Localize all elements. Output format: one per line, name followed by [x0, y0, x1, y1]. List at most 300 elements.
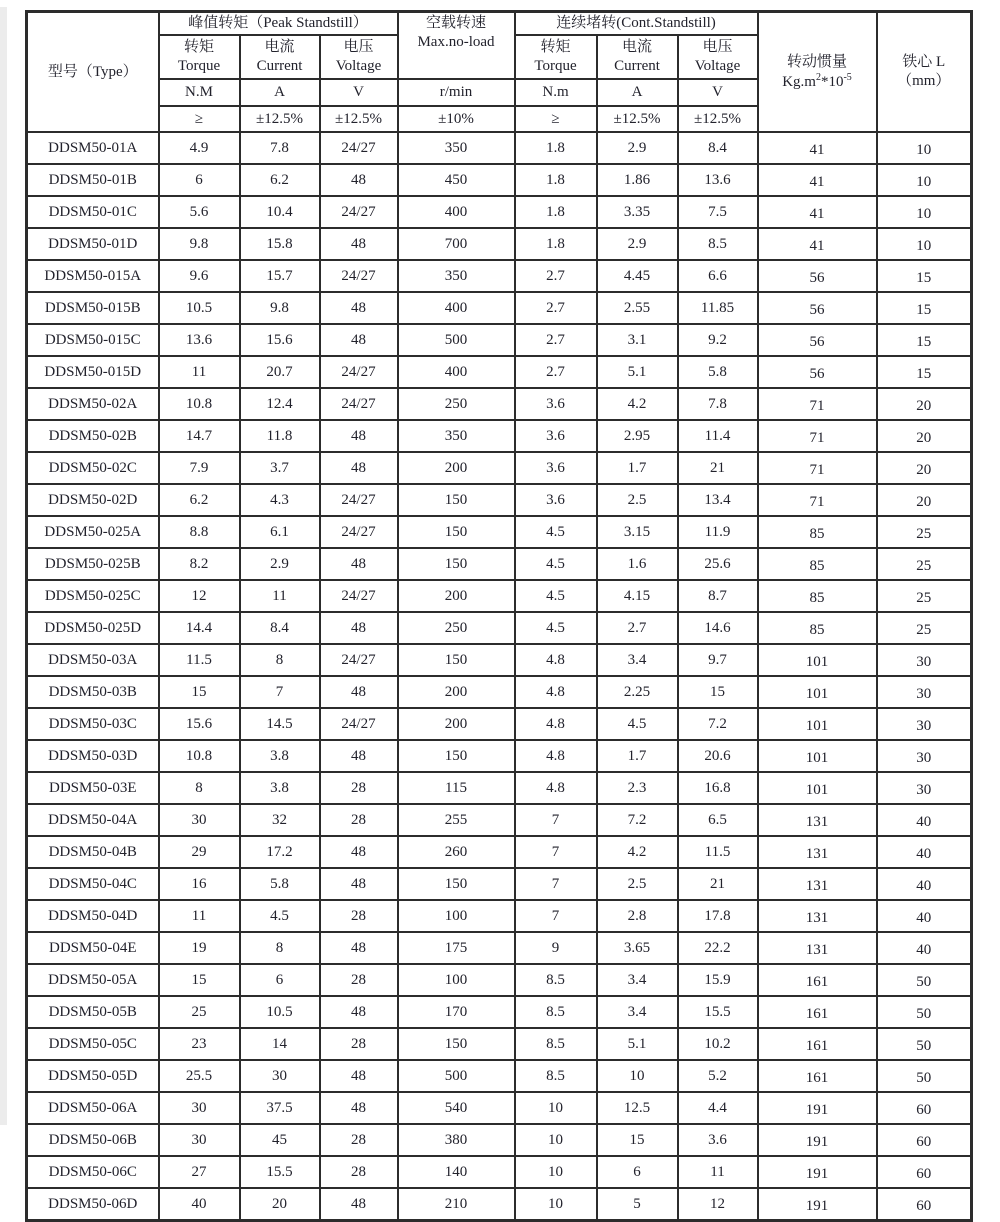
cell-cont-current: 4.2	[597, 836, 678, 868]
cell-peak-torque: 30	[159, 1124, 240, 1156]
cell-cont-current: 4.15	[597, 580, 678, 612]
cell-inertia: 191	[758, 1092, 877, 1124]
cell-peak-voltage: 24/27	[320, 580, 398, 612]
cell-peak-torque: 40	[159, 1188, 240, 1221]
cell-peak-voltage: 28	[320, 1124, 398, 1156]
cell-core-length: 40	[877, 932, 972, 964]
cell-noload-speed: 200	[398, 708, 515, 740]
cell-peak-torque: 9.8	[159, 228, 240, 260]
cell-inertia: 56	[758, 260, 877, 292]
cell-peak-current: 6.1	[240, 516, 320, 548]
cell-type: DDSM50-05C	[27, 1028, 159, 1060]
cell-cont-torque: 7	[515, 900, 597, 932]
table-row	[27, 740, 972, 772]
cell-noload-speed: 150	[398, 516, 515, 548]
cell-core-length: 40	[877, 836, 972, 868]
cell-cont-voltage: 8.4	[678, 132, 758, 164]
cell-cont-voltage: 5.2	[678, 1060, 758, 1092]
table-row	[27, 900, 972, 932]
cell-type: DDSM50-02D	[27, 484, 159, 516]
table-row	[27, 1060, 972, 1092]
cell-noload-speed: 140	[398, 1156, 515, 1188]
cell-cont-current: 3.15	[597, 516, 678, 548]
cell-type: DDSM50-04C	[27, 868, 159, 900]
cell-peak-current: 37.5	[240, 1092, 320, 1124]
cell-core-length: 50	[877, 996, 972, 1028]
cell-core-length: 20	[877, 420, 972, 452]
cell-type: DDSM50-02B	[27, 420, 159, 452]
header-core	[877, 12, 972, 133]
cell-peak-current: 4.5	[240, 900, 320, 932]
tolerance-noload: ±10%	[398, 106, 515, 132]
header-cont-torque: 转矩 Torque	[515, 35, 597, 79]
cell-type: DDSM50-03A	[27, 644, 159, 676]
cell-cont-voltage: 25.6	[678, 548, 758, 580]
cell-peak-current: 5.8	[240, 868, 320, 900]
cell-peak-voltage: 24/27	[320, 388, 398, 420]
cell-inertia: 131	[758, 932, 877, 964]
cell-peak-current: 15.8	[240, 228, 320, 260]
cell-peak-torque: 11	[159, 900, 240, 932]
cell-cont-current: 12.5	[597, 1092, 678, 1124]
cell-cont-torque: 3.6	[515, 484, 597, 516]
cell-core-length: 40	[877, 900, 972, 932]
cell-inertia: 85	[758, 580, 877, 612]
cell-type: DDSM50-05B	[27, 996, 159, 1028]
cell-inertia: 161	[758, 964, 877, 996]
cell-peak-torque: 13.6	[159, 324, 240, 356]
cell-cont-current: 1.7	[597, 452, 678, 484]
cell-cont-current: 2.9	[597, 132, 678, 164]
cell-noload-speed: 150	[398, 644, 515, 676]
cell-core-length: 25	[877, 612, 972, 644]
cell-inertia: 56	[758, 292, 877, 324]
cell-peak-torque: 25.5	[159, 1060, 240, 1092]
cell-type: DDSM50-01D	[27, 228, 159, 260]
cell-cont-torque: 3.6	[515, 388, 597, 420]
cell-peak-voltage: 48	[320, 932, 398, 964]
cell-peak-torque: 15	[159, 964, 240, 996]
cell-noload-speed: 255	[398, 804, 515, 836]
cell-cont-voltage: 17.8	[678, 900, 758, 932]
cell-peak-torque: 23	[159, 1028, 240, 1060]
cell-cont-voltage: 15	[678, 676, 758, 708]
cell-inertia: 101	[758, 644, 877, 676]
cell-cont-torque: 10	[515, 1092, 597, 1124]
cell-cont-voltage: 6.6	[678, 260, 758, 292]
unit-peak-voltage: V	[320, 79, 398, 106]
tolerance-cont-voltage: ±12.5%	[678, 106, 758, 132]
table-row	[27, 420, 972, 452]
cell-peak-voltage: 24/27	[320, 260, 398, 292]
cell-inertia: 85	[758, 612, 877, 644]
cell-peak-voltage: 48	[320, 612, 398, 644]
cell-inertia: 41	[758, 196, 877, 228]
cell-noload-speed: 250	[398, 388, 515, 420]
cell-cont-voltage: 6.5	[678, 804, 758, 836]
cell-inertia: 161	[758, 1060, 877, 1092]
cell-cont-torque: 4.8	[515, 772, 597, 804]
header-core-unit: （mm）	[897, 73, 951, 89]
table-row	[27, 452, 972, 484]
header-inertia	[758, 12, 877, 133]
cell-peak-voltage: 28	[320, 772, 398, 804]
cell-inertia: 85	[758, 548, 877, 580]
header-core-cn: 铁心 L	[902, 54, 946, 71]
cell-cont-torque: 4.5	[515, 580, 597, 612]
cell-peak-torque: 30	[159, 804, 240, 836]
cell-peak-current: 20	[240, 1188, 320, 1221]
cell-type: DDSM50-02C	[27, 452, 159, 484]
cell-cont-current: 1.6	[597, 548, 678, 580]
header-cont-voltage: 电压 Voltage	[678, 35, 758, 79]
cell-type: DDSM50-04D	[27, 900, 159, 932]
cell-peak-current: 3.8	[240, 772, 320, 804]
cell-type: DDSM50-01C	[27, 196, 159, 228]
cell-cont-torque: 8.5	[515, 1028, 597, 1060]
cell-noload-speed: 170	[398, 996, 515, 1028]
table-row	[27, 356, 972, 388]
table-row	[27, 580, 972, 612]
cell-cont-voltage: 21	[678, 868, 758, 900]
cell-cont-current: 3.1	[597, 324, 678, 356]
cell-noload-speed: 100	[398, 964, 515, 996]
table-row	[27, 164, 972, 196]
table-row	[27, 612, 972, 644]
cell-noload-speed: 200	[398, 452, 515, 484]
cell-core-length: 15	[877, 260, 972, 292]
table-row	[27, 804, 972, 836]
cell-cont-torque: 8.5	[515, 996, 597, 1028]
cell-cont-current: 3.4	[597, 964, 678, 996]
cell-peak-torque: 8.8	[159, 516, 240, 548]
table-row	[27, 1092, 972, 1124]
cell-peak-voltage: 24/27	[320, 644, 398, 676]
cell-type: DDSM50-06B	[27, 1124, 159, 1156]
cell-core-length: 60	[877, 1156, 972, 1188]
cell-inertia: 161	[758, 996, 877, 1028]
header-cont-current: 电流 Current	[597, 35, 678, 79]
cell-cont-current: 3.35	[597, 196, 678, 228]
cell-inertia: 131	[758, 836, 877, 868]
cell-inertia: 101	[758, 740, 877, 772]
cell-type: DDSM50-05D	[27, 1060, 159, 1092]
cell-inertia: 71	[758, 484, 877, 516]
cell-core-length: 30	[877, 644, 972, 676]
cell-cont-voltage: 13.6	[678, 164, 758, 196]
cell-core-length: 30	[877, 740, 972, 772]
cell-type: DDSM50-03B	[27, 676, 159, 708]
cell-peak-torque: 10.8	[159, 388, 240, 420]
cell-cont-torque: 1.8	[515, 196, 597, 228]
cell-cont-torque: 7	[515, 836, 597, 868]
cell-noload-speed: 500	[398, 1060, 515, 1092]
cell-peak-current: 11.8	[240, 420, 320, 452]
cell-peak-torque: 16	[159, 868, 240, 900]
cell-core-length: 15	[877, 356, 972, 388]
cell-core-length: 25	[877, 516, 972, 548]
cell-core-length: 20	[877, 388, 972, 420]
cell-cont-current: 3.4	[597, 644, 678, 676]
cell-peak-torque: 6	[159, 164, 240, 196]
cell-cont-voltage: 7.2	[678, 708, 758, 740]
cell-peak-current: 4.3	[240, 484, 320, 516]
table-row	[27, 1188, 972, 1221]
cell-peak-voltage: 48	[320, 836, 398, 868]
cell-core-length: 60	[877, 1188, 972, 1221]
cell-peak-torque: 5.6	[159, 196, 240, 228]
cell-peak-voltage: 48	[320, 868, 398, 900]
cell-inertia: 131	[758, 804, 877, 836]
cell-type: DDSM50-04B	[27, 836, 159, 868]
cell-peak-voltage: 48	[320, 452, 398, 484]
cell-noload-speed: 400	[398, 356, 515, 388]
cell-noload-speed: 200	[398, 676, 515, 708]
cell-peak-voltage: 48	[320, 228, 398, 260]
header-type: 型号（Type）	[27, 12, 159, 133]
table-row	[27, 484, 972, 516]
header-noload-en: Max.no-load	[417, 33, 495, 50]
cell-cont-current: 6	[597, 1156, 678, 1188]
cell-inertia: 85	[758, 516, 877, 548]
cell-peak-torque: 25	[159, 996, 240, 1028]
cell-core-length: 60	[877, 1092, 972, 1124]
cell-peak-torque: 10.8	[159, 740, 240, 772]
cell-cont-voltage: 12	[678, 1188, 758, 1221]
cell-core-length: 30	[877, 708, 972, 740]
cell-cont-voltage: 22.2	[678, 932, 758, 964]
cell-cont-torque: 10	[515, 1124, 597, 1156]
cell-cont-torque: 2.7	[515, 356, 597, 388]
cell-peak-current: 32	[240, 804, 320, 836]
cell-cont-current: 2.5	[597, 484, 678, 516]
cell-noload-speed: 380	[398, 1124, 515, 1156]
cell-inertia: 56	[758, 324, 877, 356]
cell-noload-speed: 150	[398, 740, 515, 772]
table-row	[27, 260, 972, 292]
cell-type: DDSM50-06C	[27, 1156, 159, 1188]
header-peak-torque: 转矩 Torque	[159, 35, 240, 79]
cell-cont-voltage: 13.4	[678, 484, 758, 516]
cell-core-length: 40	[877, 804, 972, 836]
table-row	[27, 388, 972, 420]
cell-cont-current: 4.5	[597, 708, 678, 740]
cell-core-length: 25	[877, 548, 972, 580]
cell-type: DDSM50-03C	[27, 708, 159, 740]
header-peak-group: 峰值转矩（Peak Standstill）	[159, 12, 398, 36]
cell-core-length: 50	[877, 1028, 972, 1060]
cell-core-length: 10	[877, 196, 972, 228]
table-row	[27, 836, 972, 868]
cell-noload-speed: 700	[398, 228, 515, 260]
cell-peak-current: 7	[240, 676, 320, 708]
cell-cont-current: 1.7	[597, 740, 678, 772]
cell-peak-voltage: 48	[320, 676, 398, 708]
cell-cont-voltage: 14.6	[678, 612, 758, 644]
cell-cont-torque: 4.8	[515, 740, 597, 772]
cell-type: DDSM50-04E	[27, 932, 159, 964]
cell-noload-speed: 200	[398, 580, 515, 612]
cell-peak-torque: 8	[159, 772, 240, 804]
cell-inertia: 161	[758, 1028, 877, 1060]
cell-peak-torque: 30	[159, 1092, 240, 1124]
cell-peak-torque: 7.9	[159, 452, 240, 484]
cell-core-length: 20	[877, 484, 972, 516]
cell-cont-voltage: 15.9	[678, 964, 758, 996]
cell-peak-current: 15.5	[240, 1156, 320, 1188]
cell-inertia: 101	[758, 772, 877, 804]
cell-noload-speed: 400	[398, 196, 515, 228]
cell-inertia: 71	[758, 452, 877, 484]
cell-type: DDSM50-025A	[27, 516, 159, 548]
cell-peak-current: 45	[240, 1124, 320, 1156]
cell-peak-torque: 19	[159, 932, 240, 964]
cell-cont-torque: 4.8	[515, 644, 597, 676]
cell-type: DDSM50-015D	[27, 356, 159, 388]
cell-cont-voltage: 16.8	[678, 772, 758, 804]
table-row	[27, 1124, 972, 1156]
cell-peak-voltage: 48	[320, 548, 398, 580]
cell-peak-torque: 9.6	[159, 260, 240, 292]
header-inertia-unit: $Kg.m^2*10^{-5}$	[782, 71, 852, 90]
cell-inertia: 101	[758, 676, 877, 708]
cell-type: DDSM50-04A	[27, 804, 159, 836]
cell-core-length: 30	[877, 772, 972, 804]
cell-cont-voltage: 4.4	[678, 1092, 758, 1124]
cell-peak-voltage: 48	[320, 292, 398, 324]
cell-peak-voltage: 28	[320, 1028, 398, 1060]
cell-inertia: 131	[758, 868, 877, 900]
cell-cont-torque: 4.8	[515, 708, 597, 740]
cell-cont-voltage: 11.85	[678, 292, 758, 324]
cell-cont-voltage: 11.5	[678, 836, 758, 868]
cell-cont-voltage: 11.9	[678, 516, 758, 548]
cell-type: DDSM50-03E	[27, 772, 159, 804]
cell-cont-torque: 4.5	[515, 548, 597, 580]
cell-cont-torque: 1.8	[515, 132, 597, 164]
cell-noload-speed: 150	[398, 484, 515, 516]
cell-core-length: 10	[877, 164, 972, 196]
cell-peak-current: 14.5	[240, 708, 320, 740]
cell-noload-speed: 350	[398, 132, 515, 164]
cell-peak-voltage: 48	[320, 740, 398, 772]
table-row	[27, 996, 972, 1028]
cell-peak-voltage: 24/27	[320, 132, 398, 164]
unit-cont-voltage: V	[678, 79, 758, 106]
cell-cont-current: 7.2	[597, 804, 678, 836]
table-row	[27, 228, 972, 260]
cell-peak-voltage: 28	[320, 804, 398, 836]
cell-cont-torque: 3.6	[515, 420, 597, 452]
cell-peak-voltage: 28	[320, 964, 398, 996]
cell-peak-torque: 11.5	[159, 644, 240, 676]
cell-cont-current: 2.55	[597, 292, 678, 324]
cell-peak-voltage: 24/27	[320, 708, 398, 740]
cell-inertia: 41	[758, 164, 877, 196]
cell-cont-voltage: 21	[678, 452, 758, 484]
cell-core-length: 10	[877, 132, 972, 164]
unit-peak-current: A	[240, 79, 320, 106]
tolerance-peak-current: ±12.5%	[240, 106, 320, 132]
cell-noload-speed: 150	[398, 548, 515, 580]
cell-peak-current: 15.6	[240, 324, 320, 356]
cell-cont-current: 2.25	[597, 676, 678, 708]
table-row	[27, 932, 972, 964]
cell-noload-speed: 210	[398, 1188, 515, 1221]
cell-cont-torque: 4.8	[515, 676, 597, 708]
cell-inertia: 41	[758, 228, 877, 260]
cell-inertia: 131	[758, 900, 877, 932]
header-cont-group: 连续堵转(Cont.Standstill)	[515, 12, 758, 36]
cell-noload-speed: 350	[398, 420, 515, 452]
cell-peak-current: 6.2	[240, 164, 320, 196]
cell-peak-torque: 15.6	[159, 708, 240, 740]
cell-peak-torque: 12	[159, 580, 240, 612]
cell-peak-current: 12.4	[240, 388, 320, 420]
cell-noload-speed: 250	[398, 612, 515, 644]
cell-cont-voltage: 9.2	[678, 324, 758, 356]
cell-peak-torque: 29	[159, 836, 240, 868]
cell-peak-voltage: 24/27	[320, 196, 398, 228]
cell-peak-torque: 14.7	[159, 420, 240, 452]
cell-peak-voltage: 24/27	[320, 356, 398, 388]
cell-cont-voltage: 20.6	[678, 740, 758, 772]
cell-noload-speed: 175	[398, 932, 515, 964]
table-header	[27, 12, 972, 133]
cell-type: DDSM50-015B	[27, 292, 159, 324]
cell-inertia: 191	[758, 1188, 877, 1221]
cell-peak-torque: 11	[159, 356, 240, 388]
cell-peak-current: 9.8	[240, 292, 320, 324]
tolerance-cont-current: ±12.5%	[597, 106, 678, 132]
table-row	[27, 516, 972, 548]
cell-cont-torque: 9	[515, 932, 597, 964]
tolerance-peak-voltage: ±12.5%	[320, 106, 398, 132]
cell-inertia: 101	[758, 708, 877, 740]
cell-cont-torque: 8.5	[515, 964, 597, 996]
cell-cont-current: 15	[597, 1124, 678, 1156]
cell-core-length: 40	[877, 868, 972, 900]
table-row	[27, 548, 972, 580]
cell-inertia: 71	[758, 388, 877, 420]
cell-cont-voltage: 8.7	[678, 580, 758, 612]
cell-noload-speed: 260	[398, 836, 515, 868]
cell-peak-torque: 6.2	[159, 484, 240, 516]
cell-peak-torque: 4.9	[159, 132, 240, 164]
cell-cont-torque: 4.5	[515, 612, 597, 644]
cell-peak-voltage: 28	[320, 900, 398, 932]
cell-peak-current: 3.7	[240, 452, 320, 484]
cell-cont-current: 1.86	[597, 164, 678, 196]
cell-cont-current: 5.1	[597, 356, 678, 388]
cell-cont-torque: 10	[515, 1188, 597, 1221]
cell-type: DDSM50-015A	[27, 260, 159, 292]
cell-noload-speed: 150	[398, 868, 515, 900]
cell-peak-current: 14	[240, 1028, 320, 1060]
cell-peak-current: 8	[240, 644, 320, 676]
cell-peak-voltage: 48	[320, 164, 398, 196]
cell-peak-torque: 8.2	[159, 548, 240, 580]
cell-cont-current: 4.45	[597, 260, 678, 292]
cell-core-length: 50	[877, 964, 972, 996]
cell-peak-current: 7.8	[240, 132, 320, 164]
table-row	[27, 324, 972, 356]
cell-peak-voltage: 48	[320, 324, 398, 356]
cell-core-length: 15	[877, 292, 972, 324]
cell-cont-current: 3.4	[597, 996, 678, 1028]
cell-noload-speed: 115	[398, 772, 515, 804]
scan-edge-artifact	[0, 7, 7, 1125]
